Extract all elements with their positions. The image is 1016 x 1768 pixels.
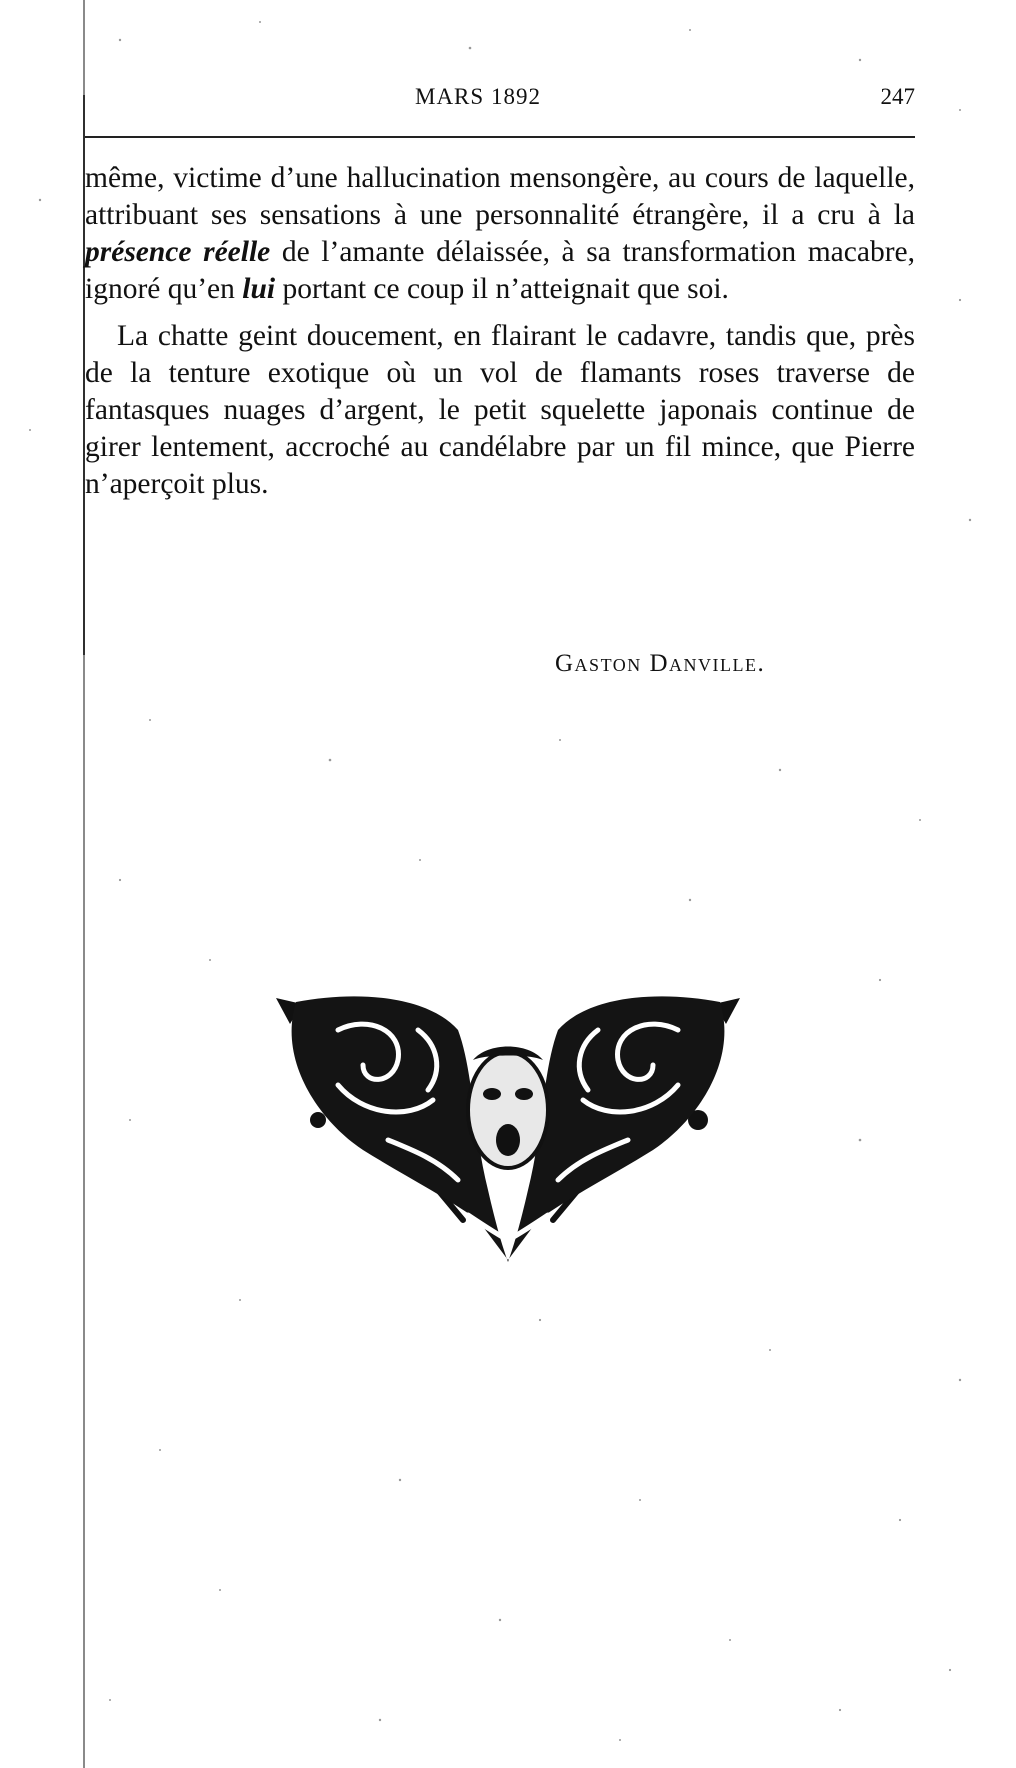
paragraph-1-text-a: même, victime d’une hallucination mensongère, au cours de laquelle, attribuant ses sensations à une personnalité étrangère, il a cru à la: [85, 162, 915, 231]
header-rule: [85, 136, 915, 138]
paragraph-1: [85, 160, 915, 308]
running-title: MARS 1892: [415, 84, 541, 109]
italic-lui: lui: [242, 273, 276, 305]
author-signature: Gaston Danville.: [555, 650, 766, 677]
paragraph-2: La chatte geint doucement, en flairant le cadavre, tandis que, près de la tenture exotique où un vol de flamants roses traverse de fantasques nuages d’argent, le petit squelette japonais continue de girer lentement, accroché au candélabre par un fil mince, que Pierre n’aperçoit plus.: [85, 320, 915, 500]
running-header: [85, 84, 915, 124]
page-number: 247: [880, 84, 915, 109]
paragraph-1-text-c: portant ce coup il n’atteignait que soi.: [275, 273, 729, 305]
italic-presence-reelle: présence réelle: [85, 236, 271, 268]
paragraph-1-text-b: de l’amante délaissée, à sa transformation macabre, ignoré qu’en: [85, 236, 915, 305]
mask-vignette-icon: [268, 990, 748, 1270]
story-text: [85, 160, 915, 503]
